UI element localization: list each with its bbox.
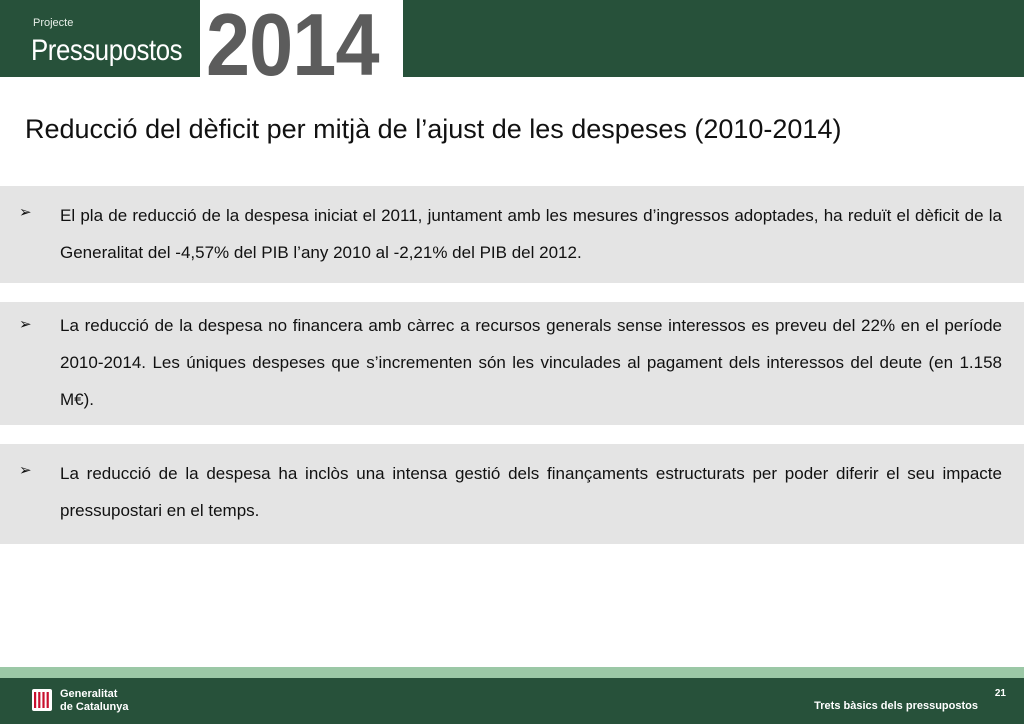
bullet-box-1 [0,186,1024,283]
bullet-arrow-icon: ➢ [19,316,32,333]
bullet-arrow-icon: ➢ [19,204,32,221]
bullet-box-2 [0,302,1024,425]
page-title: Reducció del dèficit per mitjà de l’ajust de les despeses (2010-2014) [25,114,842,144]
footer-strip [0,667,1024,678]
bullet-text-3: La reducció de la despesa ha inclòs una intensa gestió dels finançaments estructurats per poder diferir el seu impacte pressupostari en el temps. [60,464,1002,520]
header-banner [0,0,1024,94]
year-box [200,0,403,94]
bullet-arrow-icon: ➢ [19,462,32,479]
page-number: 21 [994,688,1006,699]
organization-name [60,688,128,714]
generalitat-logo-icon [32,689,52,711]
org-line-2: de Catalunya [60,701,129,713]
bullet-text-1: El pla de reducció de la despesa iniciat el 2011, juntament amb les mesures d’ingressos adoptades, ha reduït el dèficit de la Generalitat del -4,57% del PIB l’any 2010 al -2,21% del PIB del 2012. [60,206,1002,262]
project-label: Projecte [33,17,74,29]
brand-title: Pressupostos [31,34,183,67]
bullet-text-2: La reducció de la despesa no financera amb càrrec a recursos generals sense interessos es preveu del 22% en el període 2010-2014. Les úniques despeses que s’incrementen són les vinculades al pagament dels interessos del deute (en 1.158 M€). [60,316,1002,409]
org-line-1: Generalitat [60,688,118,700]
footer-caption: Trets bàsics dels pressupostos [814,700,978,712]
bullet-box-3 [0,444,1024,544]
footer-bar [0,678,1024,724]
year-label: 2014 [206,0,379,94]
